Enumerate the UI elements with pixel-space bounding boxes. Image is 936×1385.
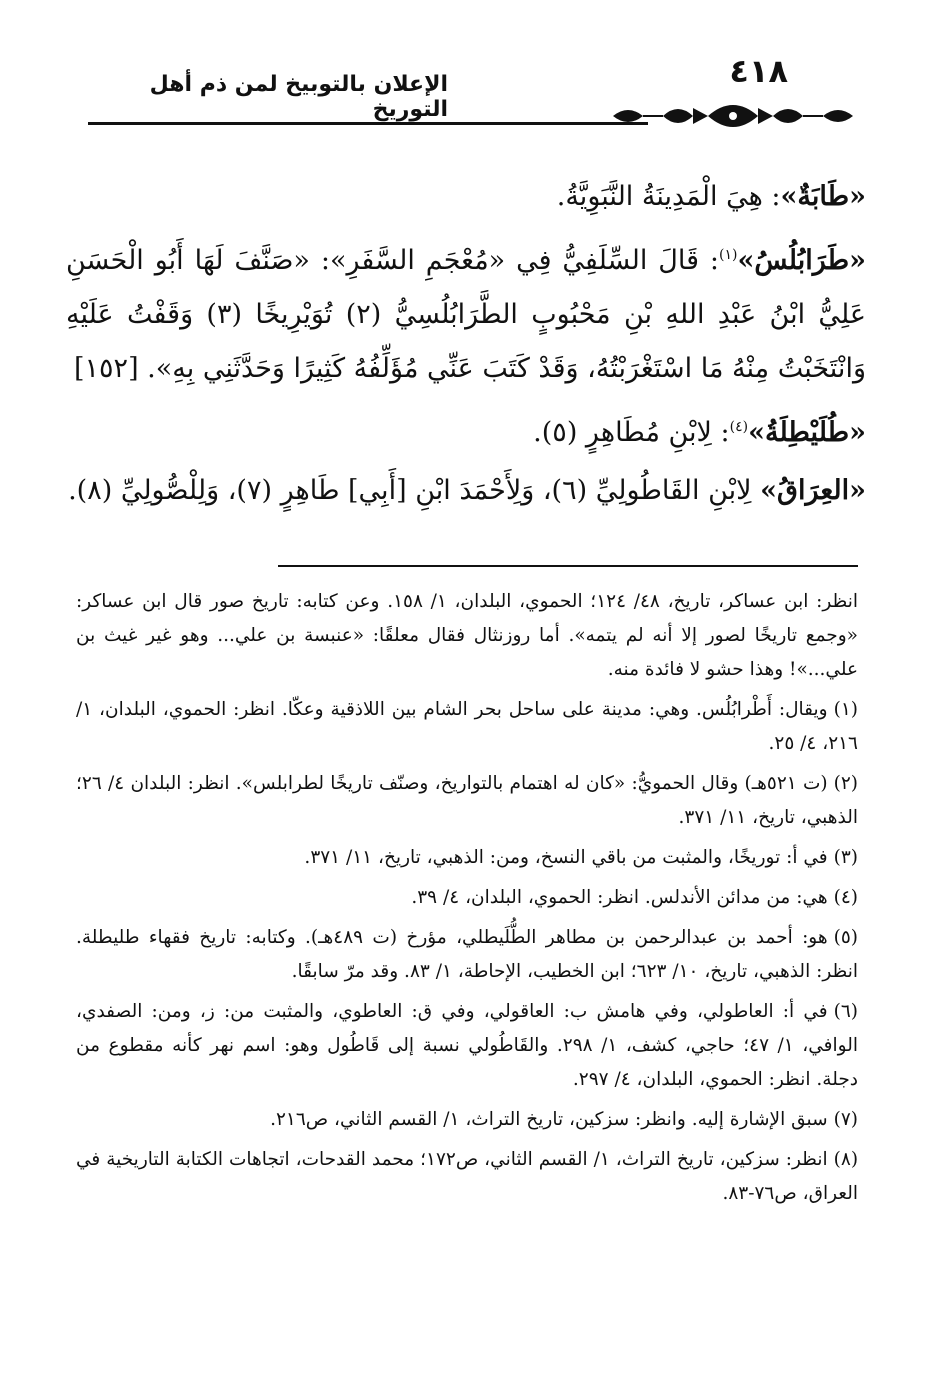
footnote-separator bbox=[278, 565, 858, 567]
entry-text: : هِيَ الْمَدِينَةُ النَّبَوِيَّةُ. bbox=[556, 181, 781, 212]
footnote-marker: (٤) bbox=[729, 419, 749, 435]
footnote-number: (٧) bbox=[833, 1109, 858, 1130]
footnote-marker: (١) bbox=[719, 247, 738, 263]
entry-keyword: «طُلَيْطِلَةُ» bbox=[748, 417, 866, 448]
entry-text: لِابْنِ القَاطُولِيِّ (٦)، وَلِأَحْمَدَ ابْنِ [أَبِي] طَاهِرٍ (٧)، وَلِلْصُّولِيِّ (٨). bbox=[68, 475, 761, 506]
footnote-text: هي: من مدائن الأندلس. انظر: الحموي، البلدان، ٤/ ٣٩. bbox=[411, 887, 828, 908]
entry-tulaytula bbox=[66, 400, 866, 460]
footnote-number: (٣) bbox=[833, 847, 858, 868]
entry-tarabulus bbox=[66, 228, 866, 396]
footnote-intro: انظر: ابن عساكر، تاريخ، ٤٨/ ١٢٤؛ الحموي، البلدان، ١/ ١٥٨. وعن كتابه: تاريخ صور قال ابن عساكر: «وجمع تاريخًا لصور إلا أنه لم يتمه». أما روزنثال فقال معلقًا: «عنبسة بن علي... وهو غير غيث بن علي...»! وهذا حشو لا فائدة منه. bbox=[76, 591, 858, 680]
footnote-text: في أ: العاطولي، وفي هامش ب: العاقولي، وفي ق: العاطوي، والمثبت من: ز، ومن: الصفدي، الوافي، ١/ ٤٧؛ حاجي، كشف، ١/ ٢٩٨. والقَاطُولي نسبة إلى قَاطُول وهو: اسم نهر كأنه مقطوع من دجلة. انظر: الحموي، البلدان، ٤/ ٢٩٧. bbox=[76, 1001, 858, 1090]
footnote-text: ويقال: أَطْرابُلُس. وهي: مدينة على ساحل بحر الشام بين اللاذقية وعكّا. انظر: الحموي، البلدان، ١/ ٢١٦، ٤/ ٢٥. bbox=[76, 699, 858, 754]
footnote-number: (٨) bbox=[833, 1149, 859, 1170]
page-number: ٤١٨ bbox=[729, 52, 788, 90]
entry-text: : قَالَ السِّلَفِيُّ فِي «مُعْجَمِ السَّفَرِ»: «صَنَّفَ لَهَا أَبُو الْحَسَنِ عَلِيُّ ابْنُ عَبْدِ اللهِ بْنِ مَحْبُوبٍ الطَّرَابُلُسِيُّ (٢) تُوَيْرِيخًا (٣) وَقَفْتُ عَلَيْهِ وَانْتَخَبْتُ مِنْهُ مَا اسْتَغْرَبْتُهُ، وَقَدْ كَتَبَ عَنِّي مُؤَلِّفُهُ كَثِيرًا وَحَدَّثَنِي بِهِ». [١٥٢] bbox=[66, 245, 866, 384]
footnote-number: (١) bbox=[833, 699, 858, 720]
footnote-number: (٥) bbox=[833, 927, 858, 948]
page-header bbox=[88, 52, 858, 132]
footnote-text: سبق الإشارة إليه. وانظر: سزكين، تاريخ التراث، ١/ القسم الثاني، ص٢١٦. bbox=[270, 1109, 828, 1130]
footnote-text: هو: أحمد بن عبدالرحمن بن مطاهر الطُّلَيطلي، مؤرخ (ت ٤٨٩هـ). وكتابه: تاريخ فقهاء طليطلة. انظر: الذهبي، تاريخ، ١٠/ ٦٢٣؛ ابن الخطيب، الإحاطة، ١/ ٨٣. وقد مرّ سابقًا. bbox=[76, 927, 858, 982]
footnote-8 bbox=[76, 1143, 858, 1211]
entry-iraq bbox=[66, 464, 866, 518]
footnotes bbox=[76, 585, 858, 1217]
footnote-3 bbox=[76, 841, 858, 875]
entry-keyword: «العِرَاقُ» bbox=[760, 475, 866, 506]
footnote-text: انظر: سزكين، تاريخ التراث، ١/ القسم الثاني، ص١٧٢؛ محمد القدحات، اتجاهات الكتابة التاريخية في العراق، ص٧٦-٨٣. bbox=[76, 1149, 858, 1204]
footnote-6 bbox=[76, 995, 858, 1097]
entry-taba bbox=[66, 170, 866, 224]
running-title: الإعلان بالتوبيخ لمن ذم أهل التوريخ bbox=[149, 72, 448, 122]
main-text bbox=[66, 170, 866, 522]
footnote-1 bbox=[76, 693, 858, 761]
footnote-5 bbox=[76, 921, 858, 989]
footnote-2 bbox=[76, 767, 858, 835]
footnote-number: (٤) bbox=[833, 887, 858, 908]
entry-keyword: «طَابَةٌ» bbox=[780, 181, 866, 212]
entry-text: : لِابْنِ مُطَاهِرٍ (٥). bbox=[533, 417, 730, 448]
header-rule bbox=[88, 122, 648, 125]
footnote-number: (٦) bbox=[833, 1001, 858, 1022]
footnote-text: (ت ٥٢١هـ) وقال الحمويُّ: «كان له اهتمام بالتواريخ، وصنّف تاريخًا لطرابلس». انظر: البلدان ٤/ ٢٦؛ الذهبي، تاريخ، ١١/ ٣٧١. bbox=[76, 773, 858, 828]
footnote-4 bbox=[76, 881, 858, 915]
footnote-7 bbox=[76, 1103, 858, 1137]
entry-keyword: «طَرَابُلُسُ» bbox=[737, 245, 866, 276]
ornament-icon bbox=[608, 94, 858, 134]
footnote-number: (٢) bbox=[833, 773, 858, 794]
footnote-text: في أ: توريخًا، والمثبت من باقي النسخ، ومن: الذهبي، تاريخ، ١١/ ٣٧١. bbox=[304, 847, 828, 868]
